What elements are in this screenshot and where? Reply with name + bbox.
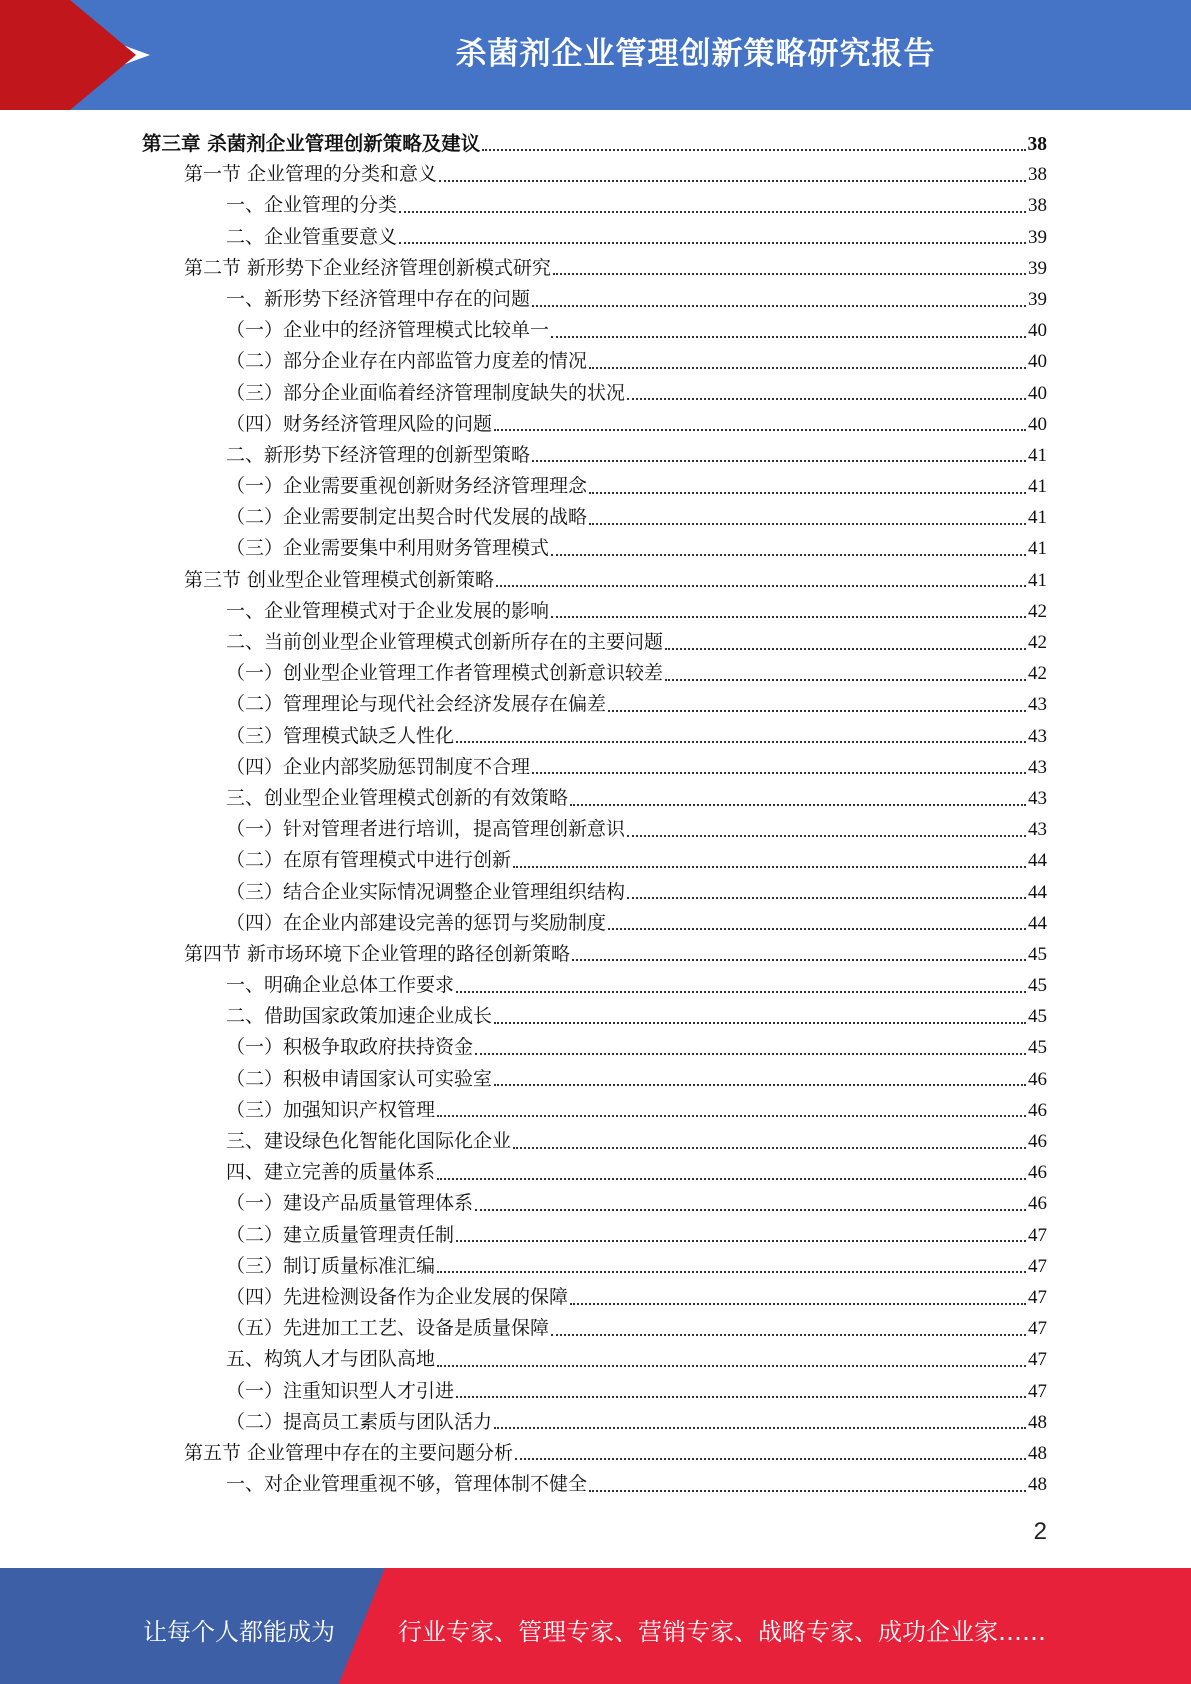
toc-leader-dots <box>589 492 1026 494</box>
toc-entry[interactable] <box>142 845 1047 876</box>
toc-leader-dots <box>627 897 1026 899</box>
toc-entry-page: 47 <box>1028 1224 1047 1246</box>
toc-entry[interactable] <box>142 190 1047 221</box>
toc-entry-page: 47 <box>1028 1349 1047 1371</box>
toc-entry-label: （一）企业中的经济管理模式比较单一 <box>226 319 550 342</box>
toc-entry-page: 47 <box>1028 1318 1047 1340</box>
toc-entry-label: （四）在企业内部建设完善的惩罚与奖励制度 <box>226 911 607 934</box>
toc-entry-label: （四）企业内部奖励惩罚制度不合理 <box>226 755 531 778</box>
toc-leader-dots <box>494 1427 1026 1429</box>
toc-entry-page: 44 <box>1028 850 1047 872</box>
toc-leader-dots <box>627 398 1026 400</box>
toc-entry-page: 46 <box>1028 1193 1047 1215</box>
toc-entry[interactable] <box>142 1407 1047 1438</box>
toc-entry-page: 40 <box>1028 320 1047 342</box>
toc-entry-page: 40 <box>1028 351 1047 373</box>
toc-entry[interactable] <box>142 1188 1047 1219</box>
toc-entry-page: 43 <box>1028 787 1047 809</box>
toc-entry-page: 43 <box>1028 819 1047 841</box>
toc-entry-page: 46 <box>1028 1068 1047 1090</box>
toc-entry-page: 42 <box>1028 632 1047 653</box>
toc-entry-label: （三）管理模式缺乏人性化 <box>226 724 455 747</box>
page-number: 2 <box>1033 1518 1047 1545</box>
toc-entry[interactable] <box>142 1313 1047 1344</box>
toc-leader-dots <box>532 305 1026 307</box>
report-title: 杀菌剂企业管理创新策略研究报告 <box>455 36 936 72</box>
toc-leader-dots <box>439 180 1026 182</box>
toc-entry-page: 43 <box>1028 756 1047 778</box>
toc-entry-label: （二）提高员工素质与团队活力 <box>226 1410 493 1433</box>
toc-entry[interactable] <box>142 1095 1047 1126</box>
toc-entry-page: 38 <box>1027 134 1047 155</box>
toc-entry-page: 40 <box>1028 382 1047 404</box>
toc-leader-dots <box>608 710 1026 712</box>
toc-entry-label: （三）企业需要集中利用财务管理模式 <box>226 537 550 560</box>
header-red-arrow <box>70 0 136 110</box>
toc-entry-page: 41 <box>1028 538 1047 560</box>
toc-entry-page: 46 <box>1028 1131 1047 1152</box>
header-red-block <box>0 0 70 110</box>
toc-entry-page: 42 <box>1028 663 1047 685</box>
toc-entry-label: （一）针对管理者进行培训，提高管理创新意识 <box>226 818 626 841</box>
toc-entry-label: （二）部分企业存在内部监管力度差的情况 <box>226 350 588 373</box>
toc-entry-page: 45 <box>1028 1037 1047 1059</box>
toc-entry[interactable] <box>142 721 1047 752</box>
toc-entry[interactable] <box>142 533 1047 564</box>
table-of-contents <box>142 128 1047 1500</box>
toc-entry-page: 41 <box>1028 444 1047 466</box>
toc-leader-dots <box>532 460 1026 462</box>
toc-entry[interactable] <box>142 658 1047 689</box>
toc-entry[interactable] <box>142 1344 1047 1375</box>
toc-entry-page: 41 <box>1028 507 1047 529</box>
toc-leader-dots <box>456 991 1026 993</box>
toc-entry[interactable] <box>142 378 1047 409</box>
toc-leader-dots <box>456 1240 1026 1242</box>
toc-leader-dots <box>551 554 1026 556</box>
toc-entry-page: 39 <box>1028 226 1047 248</box>
toc-entry-label: 三、建设绿色化智能化国际化企业 <box>226 1130 512 1152</box>
toc-entry-label: 第四节 新市场环境下企业管理的路径创新策略 <box>184 942 571 965</box>
toc-entry-page: 45 <box>1028 975 1047 997</box>
toc-entry[interactable] <box>142 440 1047 471</box>
toc-entry-label: （一）注重知识型人才引进 <box>226 1379 455 1402</box>
toc-entry-page: 41 <box>1028 476 1047 498</box>
toc-entry[interactable] <box>142 565 1047 596</box>
toc-leader-dots <box>494 1022 1026 1024</box>
footer-slogan-left: 让每个人都能成为 <box>143 1618 335 1646</box>
toc-entry-label: 二、新形势下经济管理的创新型策略 <box>226 443 531 466</box>
toc-leader-dots <box>496 585 1026 587</box>
toc-entry-label: （二）积极申请国家认可实验室 <box>226 1067 493 1090</box>
toc-entry-label: 第五节 企业管理中存在的主要问题分析 <box>184 1441 514 1464</box>
toc-leader-dots <box>589 1490 1026 1492</box>
toc-entry[interactable] <box>142 159 1047 190</box>
toc-entry-label: （四）财务经济管理风险的问题 <box>226 412 493 435</box>
toc-entry[interactable] <box>142 471 1047 502</box>
toc-entry-page: 38 <box>1028 195 1047 217</box>
toc-entry-page: 39 <box>1028 288 1047 310</box>
toc-leader-dots <box>515 1458 1026 1460</box>
toc-entry-label: （二）管理理论与现代社会经济发展存在偏差 <box>226 693 607 716</box>
toc-entry-page: 46 <box>1028 1099 1047 1121</box>
toc-leader-dots <box>482 149 1025 151</box>
toc-leader-dots <box>475 1053 1026 1055</box>
toc-leader-dots <box>572 959 1026 961</box>
toc-leader-dots <box>494 1084 1026 1086</box>
toc-leader-dots <box>437 1178 1026 1180</box>
toc-leader-dots <box>627 835 1026 837</box>
toc-entry-label: 第一节 企业管理的分类和意义 <box>184 163 438 186</box>
toc-leader-dots <box>437 1271 1026 1273</box>
toc-entry-label: 第二节 新形势下企业经济管理创新模式研究 <box>184 256 552 279</box>
toc-entry[interactable] <box>142 253 1047 284</box>
toc-entry-label: （一）积极争取政府扶持资金 <box>226 1036 474 1059</box>
header-banner <box>0 0 1191 110</box>
toc-leader-dots <box>665 648 1026 650</box>
toc-entry-page: 44 <box>1028 881 1047 903</box>
toc-entry-label: （一）企业需要重视创新财务经济管理理念 <box>226 475 588 498</box>
toc-entry-page: 41 <box>1028 569 1047 591</box>
toc-entry-label: 五、构筑人才与团队高地 <box>226 1348 436 1371</box>
toc-entry-label: 一、企业管理模式对于企业发展的影响 <box>226 599 550 622</box>
footer-banner <box>0 1568 1191 1684</box>
toc-entry-page: 48 <box>1028 1411 1047 1433</box>
toc-entry-page: 45 <box>1028 1006 1047 1028</box>
toc-entry-label: （三）部分企业面临着经济管理制度缺失的状况 <box>226 381 626 404</box>
toc-leader-dots <box>456 741 1026 743</box>
toc-leader-dots <box>551 1334 1026 1336</box>
toc-leader-dots <box>399 211 1026 213</box>
toc-entry[interactable] <box>142 346 1047 377</box>
toc-entry[interactable] <box>142 315 1047 346</box>
toc-leader-dots <box>456 1396 1026 1398</box>
toc-entry-label: 一、对企业管理重视不够，管理体制不健全 <box>226 1473 588 1496</box>
toc-entry-page: 43 <box>1028 694 1047 716</box>
toc-leader-dots <box>589 367 1026 369</box>
toc-leader-dots <box>570 1303 1026 1305</box>
toc-entry-page: 40 <box>1028 413 1047 435</box>
toc-entry[interactable] <box>142 627 1047 658</box>
toc-entry-page: 38 <box>1028 164 1047 186</box>
toc-entry-page: 39 <box>1028 257 1047 279</box>
toc-entry[interactable] <box>142 1282 1047 1313</box>
toc-entry-label: 一、新形势下经济管理中存在的问题 <box>226 287 531 310</box>
toc-entry[interactable] <box>142 596 1047 627</box>
toc-entry-label: 一、企业管理的分类 <box>226 194 398 217</box>
toc-entry[interactable] <box>142 1001 1047 1032</box>
toc-leader-dots <box>494 429 1026 431</box>
toc-entry-label: 第三节 创业型企业管理模式创新策略 <box>184 568 495 591</box>
toc-entry[interactable] <box>142 752 1047 783</box>
toc-entry-page: 48 <box>1028 1442 1047 1464</box>
toc-entry-label: 第三章 杀菌剂企业管理创新策略及建议 <box>142 132 481 155</box>
toc-entry[interactable] <box>142 222 1047 253</box>
toc-entry[interactable] <box>142 1251 1047 1282</box>
toc-entry[interactable] <box>142 1064 1047 1095</box>
toc-entry-label: （二）在原有管理模式中进行创新 <box>226 849 512 872</box>
toc-entry[interactable] <box>142 908 1047 939</box>
toc-entry[interactable] <box>142 970 1047 1001</box>
toc-entry-label: 三、创业型企业管理模式创新的有效策略 <box>226 786 569 809</box>
toc-entry-label: （四）先进检测设备作为企业发展的保障 <box>226 1285 569 1308</box>
toc-entry[interactable] <box>142 1032 1047 1063</box>
toc-entry[interactable] <box>142 1469 1047 1500</box>
toc-entry-label: （二）企业需要制定出契合时代发展的战略 <box>226 506 588 529</box>
toc-leader-dots <box>553 273 1026 275</box>
toc-entry-page: 47 <box>1028 1255 1047 1277</box>
toc-entry[interactable] <box>142 814 1047 845</box>
toc-leader-dots <box>551 336 1026 338</box>
toc-entry[interactable] <box>142 284 1047 315</box>
toc-leader-dots <box>399 242 1026 244</box>
toc-entry-label: （一）建设产品质量管理体系 <box>226 1192 474 1215</box>
toc-entry-label: （三）加强知识产权管理 <box>226 1098 436 1121</box>
footer-slogan-right: 行业专家、管理专家、营销专家、战略专家、成功企业家…… <box>398 1618 1046 1646</box>
toc-entry-page: 46 <box>1028 1162 1047 1184</box>
toc-leader-dots <box>532 772 1026 774</box>
toc-entry[interactable] <box>142 1126 1047 1157</box>
toc-entry[interactable] <box>142 689 1047 720</box>
toc-entry-label: 四、建立完善的质量体系 <box>226 1161 436 1184</box>
toc-leader-dots <box>608 928 1026 930</box>
toc-leader-dots <box>665 679 1026 681</box>
toc-entry[interactable] <box>142 1376 1047 1407</box>
toc-leader-dots <box>513 866 1026 868</box>
toc-leader-dots <box>437 1365 1026 1367</box>
toc-entry[interactable] <box>142 783 1047 814</box>
toc-entry-label: （二）建立质量管理责任制 <box>226 1223 455 1246</box>
toc-entry[interactable] <box>142 939 1047 970</box>
toc-leader-dots <box>570 804 1026 806</box>
toc-entry-label: 二、借助国家政策加速企业成长 <box>226 1005 493 1028</box>
toc-entry[interactable] <box>142 128 1047 159</box>
toc-entry[interactable] <box>142 502 1047 533</box>
toc-entry-page: 43 <box>1028 725 1047 747</box>
toc-entry-page: 42 <box>1028 600 1047 622</box>
toc-entry-label: 二、企业管重要意义 <box>226 225 398 248</box>
toc-entry-label: （五）先进加工工艺、设备是质量保障 <box>226 1317 550 1340</box>
toc-leader-dots <box>475 1209 1026 1211</box>
toc-entry-label: （一）创业型企业管理工作者管理模式创新意识较差 <box>226 662 664 685</box>
toc-entry-page: 47 <box>1028 1380 1047 1402</box>
toc-entry[interactable] <box>142 877 1047 908</box>
toc-entry[interactable] <box>142 1157 1047 1188</box>
toc-entry-page: 48 <box>1028 1474 1047 1496</box>
toc-entry-page: 44 <box>1028 912 1047 934</box>
toc-entry-label: （三）制订质量标准汇编 <box>226 1254 436 1277</box>
toc-entry-page: 47 <box>1028 1286 1047 1308</box>
toc-entry-label: （三）结合企业实际情况调整企业管理组织结构 <box>226 880 626 903</box>
toc-leader-dots <box>551 616 1026 618</box>
toc-entry-label: 一、明确企业总体工作要求 <box>226 974 455 997</box>
toc-entry[interactable] <box>142 409 1047 440</box>
toc-entry-page: 45 <box>1028 943 1047 965</box>
toc-entry[interactable] <box>142 1438 1047 1469</box>
toc-entry[interactable] <box>142 1220 1047 1251</box>
toc-leader-dots <box>589 523 1026 525</box>
toc-entry-label: 二、当前创业型企业管理模式创新所存在的主要问题 <box>226 631 664 653</box>
toc-leader-dots <box>437 1115 1026 1117</box>
toc-leader-dots <box>513 1147 1026 1149</box>
